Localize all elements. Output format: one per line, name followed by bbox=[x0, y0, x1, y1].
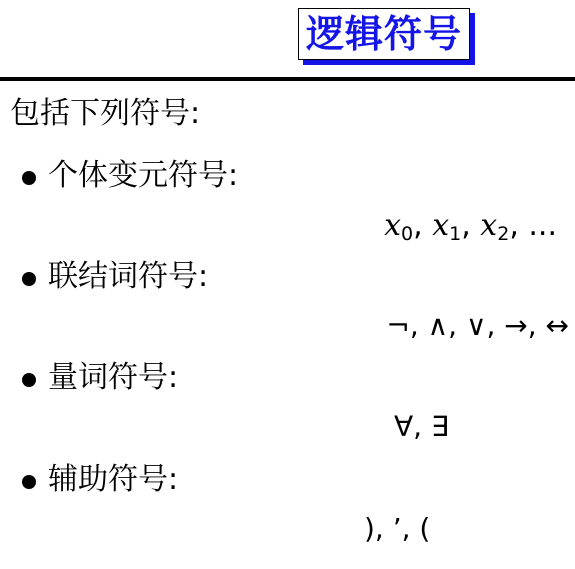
variable-x2: $x_2$ bbox=[480, 208, 510, 245]
separator: , bbox=[413, 208, 433, 243]
intro-text: 包括下列符号: bbox=[10, 96, 201, 131]
bullet-icon bbox=[22, 475, 36, 489]
list-item-auxiliary bbox=[22, 462, 178, 498]
bullet-icon bbox=[22, 373, 36, 387]
separator: , bbox=[509, 208, 529, 243]
list-item-connectives bbox=[22, 259, 208, 295]
item-label-auxiliary: 辅助符号: bbox=[48, 462, 179, 497]
title-box bbox=[298, 8, 470, 60]
separator: , bbox=[461, 208, 481, 243]
bullet-icon bbox=[22, 171, 36, 185]
item-label-connectives: 联结词符号: bbox=[48, 259, 209, 294]
list-item-quantifiers bbox=[22, 360, 178, 396]
page-title: 逻辑符号 bbox=[306, 12, 463, 56]
variable-x0: $x_0$ bbox=[384, 208, 414, 245]
item-label-individual-variables: 个体变元符号: bbox=[48, 158, 239, 193]
ellipsis: ... bbox=[528, 208, 557, 243]
list-item-individual-variables bbox=[22, 158, 238, 194]
expression-quantifiers: ∀, ∃ bbox=[394, 410, 449, 443]
expression-connectives: ¬, ∧, ∨, →, ↔ bbox=[386, 309, 569, 342]
item-label-quantifiers: 量词符号: bbox=[48, 360, 179, 395]
expression-individual-variables bbox=[384, 208, 557, 246]
bullet-icon bbox=[22, 272, 36, 286]
horizontal-rule bbox=[0, 77, 575, 81]
expression-auxiliary: ), ’, ( bbox=[364, 512, 431, 545]
variable-x1: $x_1$ bbox=[432, 208, 462, 245]
